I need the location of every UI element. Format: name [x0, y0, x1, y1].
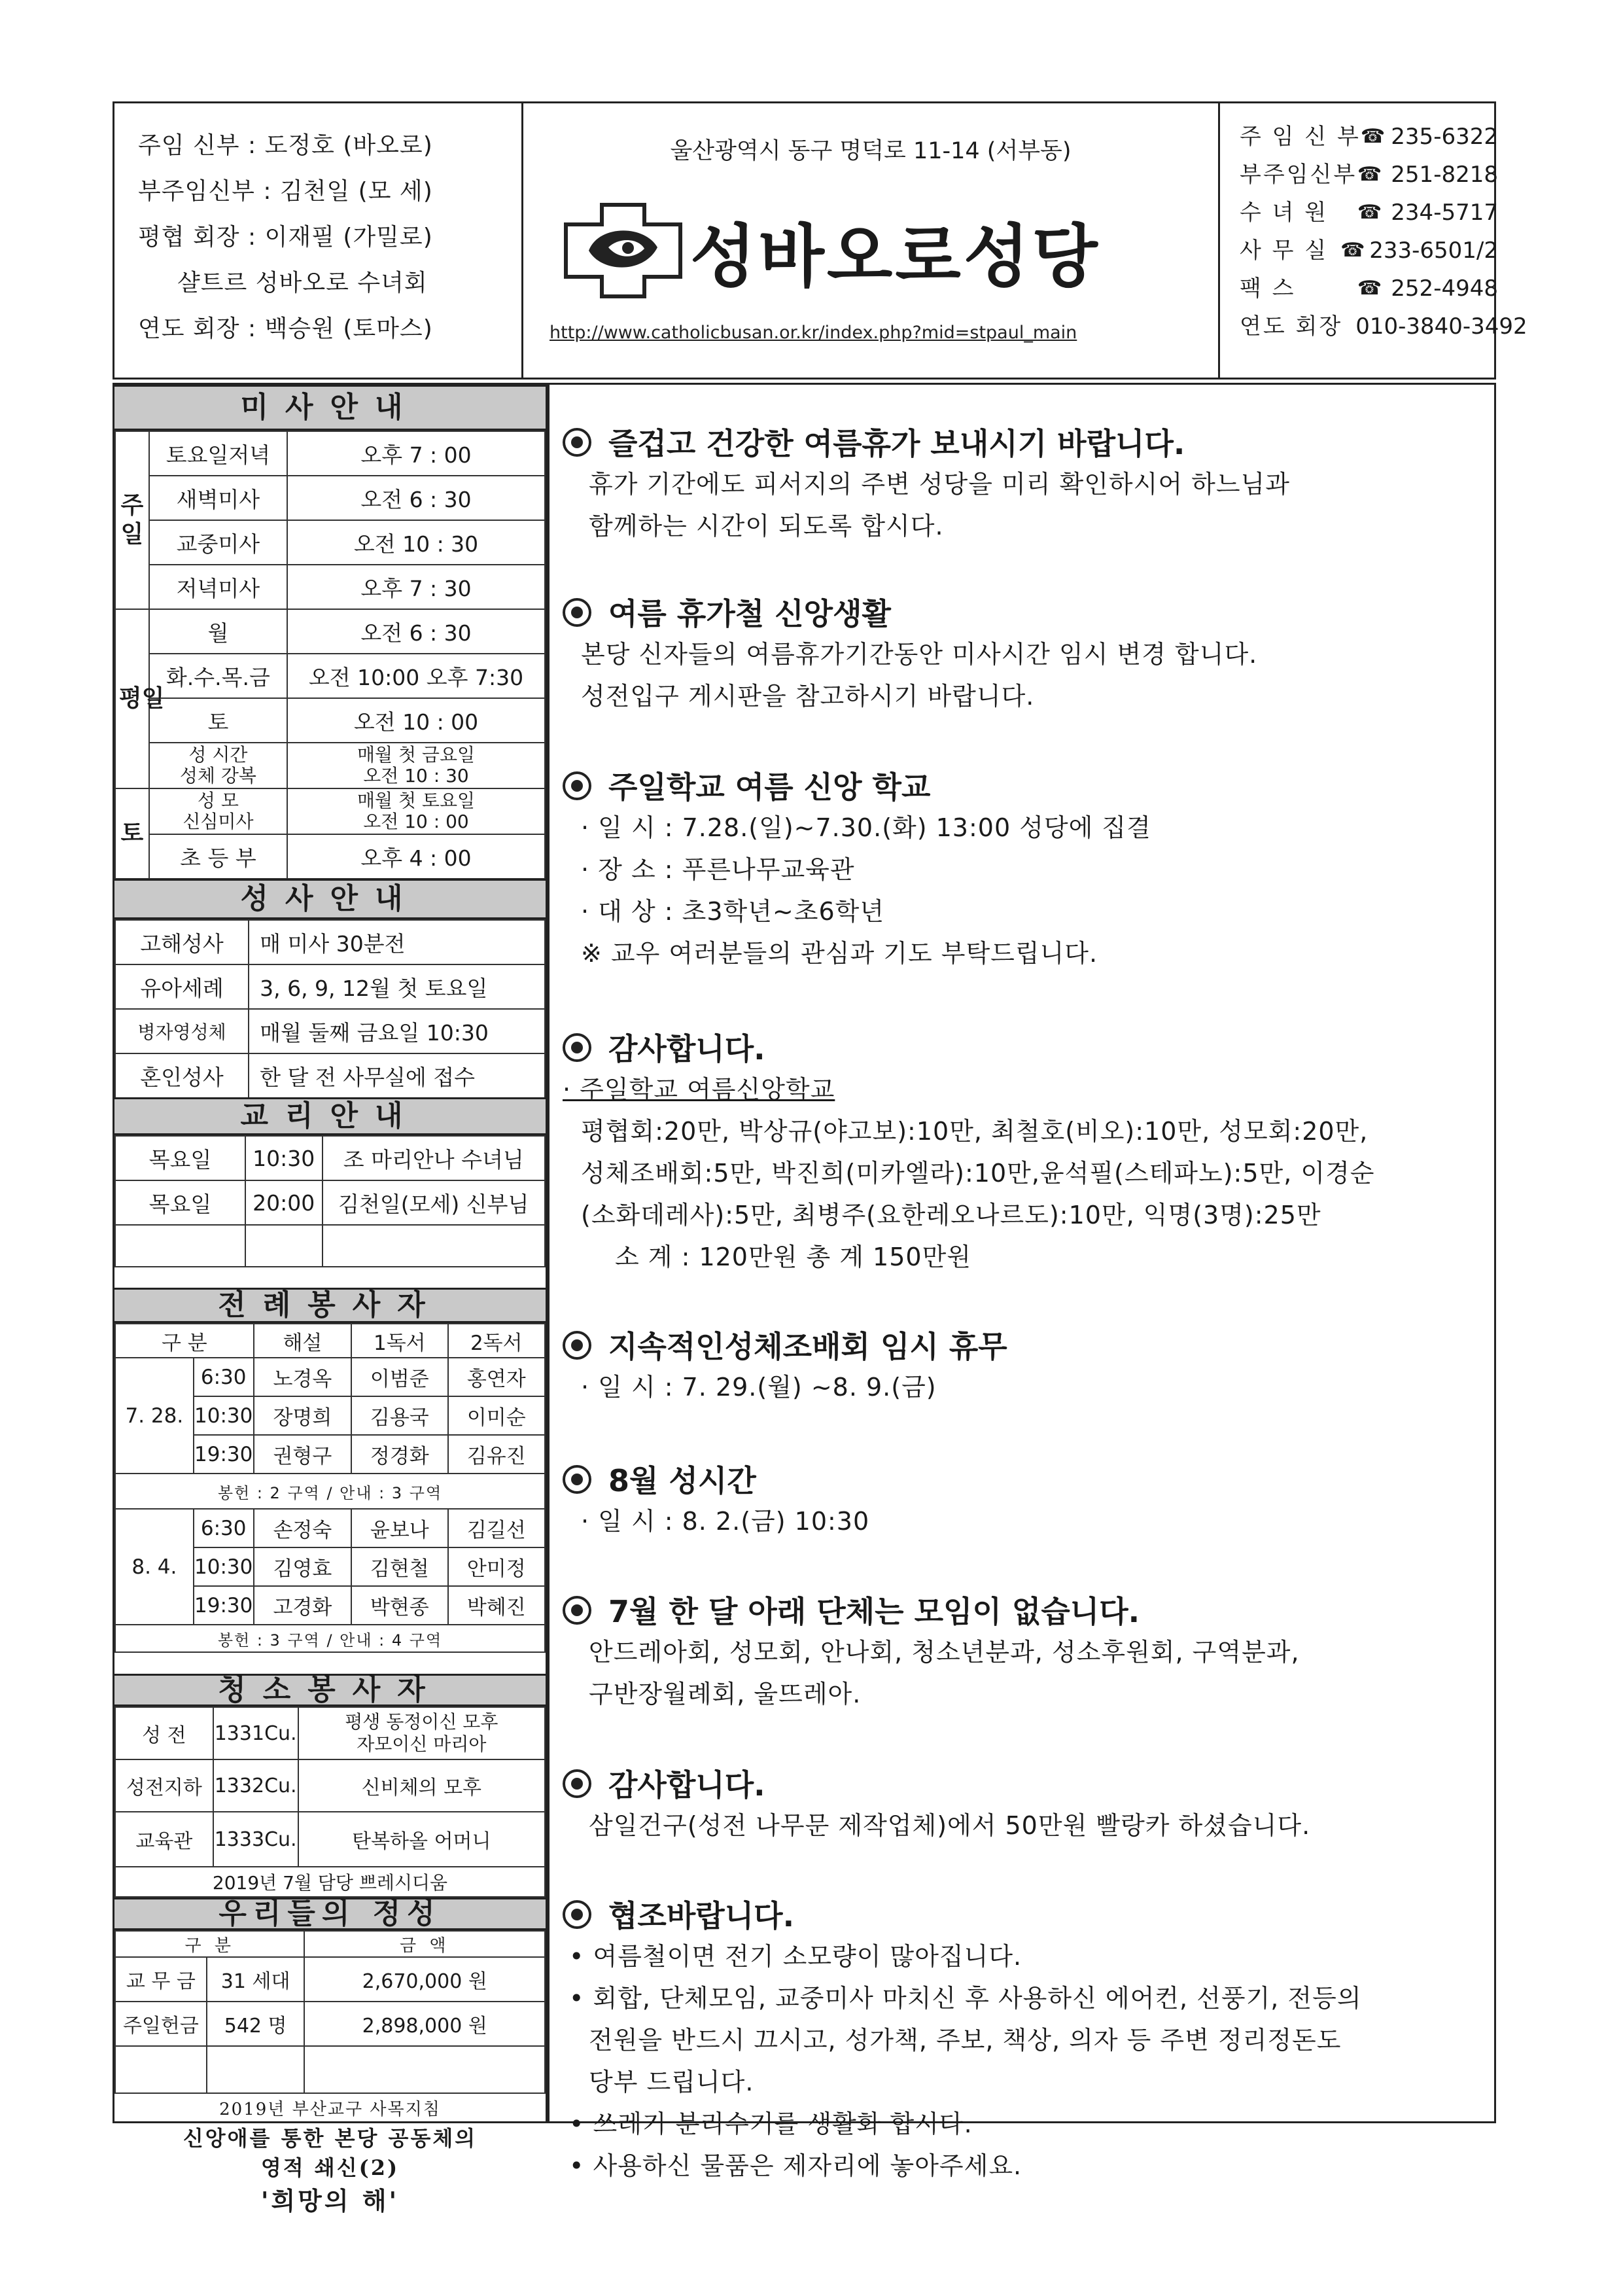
cleaning-unit: 1333Cu.	[213, 1812, 298, 1867]
contact-row	[1240, 194, 1498, 232]
catechism-day: 목요일	[115, 1180, 245, 1225]
cleaning-row	[115, 1707, 545, 1759]
bullet-icon	[563, 428, 591, 457]
offering-table	[114, 1930, 546, 2094]
liturgy-note-row	[115, 1625, 545, 1652]
mass-row	[115, 788, 545, 834]
cleaning-table	[114, 1706, 546, 1898]
notice-column	[548, 383, 1496, 2180]
notice-title	[563, 424, 1481, 463]
mass-name: 새벽미사	[149, 476, 287, 520]
catechism-row	[115, 1225, 545, 1267]
mass-table	[114, 431, 546, 879]
church-banner	[523, 103, 1220, 378]
header-reading1: 1독서	[351, 1324, 447, 1358]
notice-item	[563, 1327, 1481, 1408]
cleaning-row	[115, 1759, 545, 1812]
staff-list	[114, 103, 523, 378]
notice-line: 소 계 : 120만원 총 계 150만원	[615, 1243, 972, 1271]
catechism-row	[115, 1180, 545, 1225]
notice-line: • 사용하신 물품은 제자리에 놓아주세요.	[569, 2151, 1022, 2180]
staff-memorial-president: 연도 회장 : 백승원 (토마스)	[138, 315, 433, 342]
liturgy-section-title: 전례봉사자	[114, 1288, 546, 1323]
sunday-label-text: 주일	[120, 492, 144, 548]
contact-label: 수 녀 원	[1240, 200, 1329, 226]
phone-icon: ☎	[1340, 239, 1365, 262]
offering-name: 주일헌금	[115, 2002, 207, 2046]
offering-header-amount: 금 액	[304, 1931, 545, 1957]
weekday-label-text: 평일	[118, 685, 165, 712]
contact-row	[1240, 156, 1498, 194]
sacrament-row	[115, 964, 545, 1009]
liturgy-reading1: 이범준	[351, 1358, 447, 1396]
offering-name: 교 무 금	[115, 1957, 207, 2002]
notice-title	[563, 1592, 1481, 1631]
liturgy-time: 19:30	[194, 1586, 254, 1625]
liturgy-note: 봉헌 : 3 구역 / 안내 : 4 구역	[115, 1625, 545, 1652]
notice-item	[563, 1029, 1481, 1278]
cleaning-unit: 1331Cu.	[213, 1707, 298, 1759]
mass-time: 오전 6 : 30	[287, 609, 545, 654]
liturgy-time: 10:30	[194, 1547, 254, 1586]
liturgy-commentary: 김영효	[254, 1547, 351, 1586]
cleaning-praesidium: 평생 동정이신 모후 자모이신 마리아	[298, 1707, 545, 1759]
cleaning-place: 성전지하	[115, 1759, 213, 1812]
notice-title-text: 주일학교 여름 신앙 학교	[608, 769, 931, 805]
saturday-label: 토	[115, 788, 149, 879]
notice-line: · 일 시 : 7. 29.(월) ~8. 9.(금)	[581, 1373, 937, 1402]
cleaning-section-title: 청소봉사자	[114, 1674, 546, 1706]
pastoral-guideline-motto: '희망의 해'	[260, 2186, 400, 2216]
sacrament-desc: 3, 6, 9, 12월 첫 토요일	[249, 964, 545, 1009]
liturgy-note: 봉헌 : 2 구역 / 안내 : 3 구역	[115, 1474, 545, 1509]
liturgy-time: 6:30	[194, 1509, 254, 1547]
sacrament-section-title: 성사안내	[114, 879, 546, 919]
liturgy-row	[115, 1509, 545, 1547]
notice-line: 성전입구 게시판을 참고하시기 바랍니다.	[581, 682, 1035, 711]
contact-number: 234-5717	[1391, 200, 1498, 226]
notice-line: · 일 시 : 8. 2.(금) 10:30	[581, 1507, 870, 1536]
notice-item	[563, 1896, 1481, 2187]
notice-line: 삼일건구(성전 나무문 제작업체)에서 50만원 빨랑카 하셨습니다.	[589, 1811, 1311, 1840]
liturgy-reading1: 박현종	[351, 1586, 447, 1625]
catechism-teacher: 조 마리안나 수녀님	[323, 1136, 545, 1180]
sacrament-name: 병자영성체	[115, 1009, 249, 1053]
catechism-day: 목요일	[115, 1136, 245, 1180]
sacrament-table	[114, 919, 546, 1099]
notice-title-text: 8월 성시간	[608, 1463, 756, 1498]
contact-number: 251-8218	[1391, 162, 1498, 188]
notice-item	[563, 1765, 1481, 1846]
mass-time: 오후 4 : 00	[287, 834, 545, 879]
contact-row	[1240, 308, 1527, 345]
mass-time: 오후 7 : 30	[287, 565, 545, 609]
mass-name: 월	[149, 609, 287, 654]
catechism-table	[114, 1135, 546, 1267]
liturgy-reading2: 김유진	[448, 1435, 545, 1474]
catechism-row	[115, 1136, 545, 1180]
notice-title-text: 협조바랍니다.	[608, 1898, 795, 1934]
contact-row	[1240, 118, 1498, 156]
notice-title	[563, 768, 1481, 807]
catechism-day	[115, 1225, 245, 1267]
liturgy-reading1: 정경화	[351, 1435, 447, 1474]
mass-row	[115, 565, 545, 609]
notice-line: 본당 신자들의 여름휴가기간동안 미사시간 임시 변경 합니다.	[581, 640, 1258, 669]
cleaning-place: 교육관	[115, 1812, 213, 1867]
phone-icon: ☎	[1360, 125, 1386, 148]
staff-assistant-pastor: 부주임신부 : 김천일 (모 세)	[138, 178, 433, 205]
notice-line: · 일 시 : 7.28.(일)~7.30.(화) 13:00 성당에 집결	[581, 813, 1151, 842]
notice-line: · 주일학교 여름신앙학교	[563, 1075, 835, 1104]
catechism-time: 20:00	[245, 1180, 323, 1225]
contact-label: 연도 회장	[1240, 313, 1343, 340]
liturgy-row	[115, 1358, 545, 1396]
mass-name: 성 모 신심미사	[149, 788, 287, 834]
liturgy-reading2: 홍연자	[448, 1358, 545, 1396]
notice-title	[563, 594, 1481, 633]
mass-time: 오전 6 : 30	[287, 476, 545, 520]
cleaning-praesidium: 탄복하올 어머니	[298, 1812, 545, 1867]
bullet-icon	[563, 1596, 591, 1625]
bullet-icon	[563, 1331, 591, 1360]
sunday-label	[115, 431, 149, 609]
notice-line: (소화데레사):5만, 최병주(요한레오나르도):10만, 익명(3명):25만	[581, 1201, 1321, 1229]
pastoral-guideline-text: 영적 쇄신(2)	[260, 2155, 400, 2180]
cleaning-place: 성 전	[115, 1707, 213, 1759]
mass-row	[115, 743, 545, 788]
mass-time: 오전 10 : 00	[287, 698, 545, 743]
notice-title-text: 지속적인성체조배회 임시 휴무	[608, 1329, 1007, 1364]
header-division: 구 분	[115, 1324, 254, 1358]
liturgy-date: 8. 4.	[115, 1509, 194, 1625]
mass-time: 오후 7 : 00	[287, 431, 545, 476]
mass-name: 성 시간 성체 강복	[149, 743, 287, 788]
mass-time: 오전 10 : 30	[287, 520, 545, 565]
staff-pastor: 주임 신부 : 도정호 (바오로)	[138, 132, 433, 159]
contact-label: 팩 스	[1240, 275, 1296, 302]
contact-number: 252-4948	[1391, 275, 1498, 302]
offering-row	[115, 2046, 545, 2093]
offering-section-title: 우리들의 정성	[114, 1898, 546, 1930]
contact-row	[1240, 232, 1498, 270]
notice-title-text: 즐겁고 건강한 여름휴가 보내시기 바랍니다.	[608, 426, 1185, 461]
header-commentary: 해설	[254, 1324, 351, 1358]
contact-number: 235-6322	[1391, 124, 1498, 150]
liturgy-time: 19:30	[194, 1435, 254, 1474]
offering-amount: 2,898,000 원	[304, 2002, 545, 2046]
offering-header-division: 구 분	[115, 1931, 304, 1957]
catechism-time	[245, 1225, 323, 1267]
notice-title	[563, 1461, 1481, 1500]
catechism-teacher	[323, 1225, 545, 1267]
notice-title	[563, 1327, 1481, 1366]
mass-row	[115, 476, 545, 520]
mass-time: 오전 10:00 오후 7:30	[287, 654, 545, 698]
cleaning-unit: 1332Cu.	[213, 1759, 298, 1812]
liturgy-reading1: 김현철	[351, 1547, 447, 1586]
offering-amount: 2,670,000 원	[304, 1957, 545, 2002]
offering-row	[115, 2002, 545, 2046]
mass-name: 토요일저녁	[149, 431, 287, 476]
header-reading2: 2독서	[448, 1324, 545, 1358]
notice-title-text: 감사합니다.	[608, 1767, 765, 1803]
notice-line: • 회합, 단체모임, 교중미사 마치신 후 사용하신 에어컨, 선풍기, 전등의	[569, 1984, 1362, 2013]
liturgy-table	[114, 1323, 546, 1653]
notice-line: · 장 소 : 푸른나무교육관	[581, 855, 855, 884]
catechism-time: 10:30	[245, 1136, 323, 1180]
notice-line: ※ 교우 여러분들의 관심과 기도 부탁드립니다.	[581, 939, 1098, 968]
notice-line: 성체조배회:5만, 박진희(미카엘라):10만,윤석필(스테파노):5만, 이경순	[581, 1159, 1375, 1188]
bullet-icon	[563, 771, 591, 800]
sacrament-row	[115, 920, 545, 964]
sacrament-name: 유아세례	[115, 964, 249, 1009]
homepage-link[interactable]: http://www.catholicbusan.or.kr/index.php?mid=stpaul_main	[550, 323, 1077, 343]
staff-sisters: 샬트르 성바오로 수녀회	[177, 270, 428, 296]
mass-row	[115, 609, 545, 654]
liturgy-time: 10:30	[194, 1396, 254, 1435]
mass-time: 매월 첫 금요일 오전 10 : 30	[287, 743, 545, 788]
notice-title-text: 여름 휴가철 신앙생활	[608, 596, 891, 631]
notice-title	[563, 1029, 1481, 1069]
mass-name: 저녁미사	[149, 565, 287, 609]
offering-header-row	[115, 1931, 545, 1957]
contact-label: 사 무 실	[1240, 238, 1329, 264]
liturgy-note-row	[115, 1474, 545, 1509]
contact-label: 주 임 신 부	[1240, 124, 1361, 150]
catechism-section-title: 교리안내	[114, 1097, 546, 1135]
notice-item	[563, 1592, 1481, 1715]
mass-name: 화.수.목.금	[149, 654, 287, 698]
bullet-icon	[563, 1033, 591, 1062]
contact-number: 233-6501/2	[1369, 238, 1498, 264]
contact-row	[1240, 270, 1498, 308]
notice-line: 전원을 반드시 끄시고, 성가책, 주보, 책상, 의자 등 주변 정리정돈도	[589, 2026, 1342, 2055]
phone-icon: ☎	[1357, 163, 1382, 186]
notice-line: 휴가 기간에도 피서지의 주변 성당을 미리 확인하시어 하느님과	[589, 470, 1290, 499]
notice-item	[563, 768, 1481, 974]
notice-line: • 쓰레기 분리수거를 생활화 합시다.	[569, 2110, 973, 2138]
notice-title	[563, 1896, 1481, 1935]
bulletin-header	[113, 101, 1527, 380]
church-name: 성바오로성당	[690, 217, 1100, 296]
liturgy-commentary: 권형구	[254, 1435, 351, 1474]
sacrament-name: 혼인성사	[115, 1053, 249, 1098]
pastoral-guideline-text: 신앙애를 통한 본당 공동체의	[183, 2126, 478, 2151]
offering-count: 31 세대	[207, 1957, 305, 2002]
notice-item	[563, 594, 1481, 717]
notice-title	[563, 1765, 1481, 1805]
liturgy-time: 6:30	[194, 1358, 254, 1396]
notice-line: 함께하는 시간이 되도록 합시다.	[589, 512, 944, 540]
staff-council-president: 평협 회장 : 이재필 (가밀로)	[138, 224, 433, 251]
weekday-label	[115, 609, 165, 788]
liturgy-reading2: 박혜진	[448, 1586, 545, 1625]
mass-row	[115, 654, 545, 698]
church-logo-icon	[563, 202, 684, 300]
notice-line: 안드레아회, 성모회, 안나회, 청소년분과, 성소후원회, 구역분과,	[589, 1638, 1300, 1667]
sacrament-desc: 한 달 전 사무실에 접수	[249, 1053, 545, 1098]
catechism-teacher: 김천일(모세) 신부님	[323, 1180, 545, 1225]
mass-row	[115, 431, 545, 476]
notice-line: · 대 상 : 초3학년~초6학년	[581, 897, 885, 926]
liturgy-commentary: 손정숙	[254, 1509, 351, 1547]
sacrament-name: 고해성사	[115, 920, 249, 964]
notice-line: • 여름철이면 전기 소모량이 많아집니다.	[569, 1942, 1022, 1971]
left-info-column	[113, 383, 548, 2216]
notice-line: 평협회:20만, 박상규(야고보):10만, 최철호(비오):10만, 성모회:20만,	[581, 1117, 1369, 1146]
liturgy-reading1: 윤보나	[351, 1509, 447, 1547]
contact-label: 부주임신부	[1240, 162, 1357, 188]
bullet-icon	[563, 598, 591, 627]
cleaning-row	[115, 1812, 545, 1867]
sacrament-row	[115, 1009, 545, 1053]
liturgy-header-row	[115, 1324, 545, 1358]
notice-item	[563, 1461, 1481, 1542]
cleaning-note: 2019년 7월 담당 쁘레시디움	[115, 1867, 545, 1897]
phone-icon: ☎	[1357, 201, 1382, 224]
offering-row	[115, 1957, 545, 2002]
notice-item	[563, 424, 1481, 547]
cleaning-praesidium: 신비체의 모후	[298, 1759, 545, 1812]
mass-row	[115, 834, 545, 879]
church-address: 울산광역시 동구 명덕로 11-14 (서부동)	[670, 138, 1072, 164]
cleaning-note-row	[115, 1867, 545, 1897]
mass-name: 교중미사	[149, 520, 287, 565]
phone-icon: ☎	[1357, 277, 1382, 300]
liturgy-commentary: 노경옥	[254, 1358, 351, 1396]
mass-section-title: 미사안내	[114, 385, 546, 431]
sacrament-desc: 매 미사 30분전	[249, 920, 545, 964]
contact-number: 010-3840-3492	[1355, 313, 1527, 340]
mass-row	[115, 698, 545, 743]
bullet-icon	[563, 1900, 591, 1929]
bullet-icon	[563, 1465, 591, 1494]
liturgy-reading1: 김용국	[351, 1396, 447, 1435]
bullet-icon	[563, 1769, 591, 1798]
offering-count: 542 명	[207, 2002, 305, 2046]
sacrament-desc: 매월 둘째 금요일 10:30	[249, 1009, 545, 1053]
notice-title-text: 7월 한 달 아래 단체는 모임이 없습니다.	[608, 1594, 1140, 1629]
contact-list	[1220, 103, 1527, 378]
notice-line: 구반장월례회, 울뜨레아.	[589, 1680, 862, 1708]
liturgy-date: 7. 28.	[115, 1358, 194, 1474]
mass-name: 토	[149, 698, 287, 743]
mass-row	[115, 520, 545, 565]
liturgy-reading2: 안미정	[448, 1547, 545, 1586]
liturgy-commentary: 장명희	[254, 1396, 351, 1435]
liturgy-reading2: 이미순	[448, 1396, 545, 1435]
pastoral-guideline-year: 2019년 부산교구 사목지침	[219, 2100, 441, 2119]
liturgy-commentary: 고경화	[254, 1586, 351, 1625]
mass-time: 매월 첫 토요일 오전 10 : 00	[287, 788, 545, 834]
mass-name: 초 등 부	[149, 834, 287, 879]
sacrament-row	[115, 1053, 545, 1098]
notice-line: 당부 드립니다.	[589, 2068, 754, 2096]
liturgy-reading2: 김길선	[448, 1509, 545, 1547]
notice-title-text: 감사합니다.	[608, 1031, 765, 1067]
